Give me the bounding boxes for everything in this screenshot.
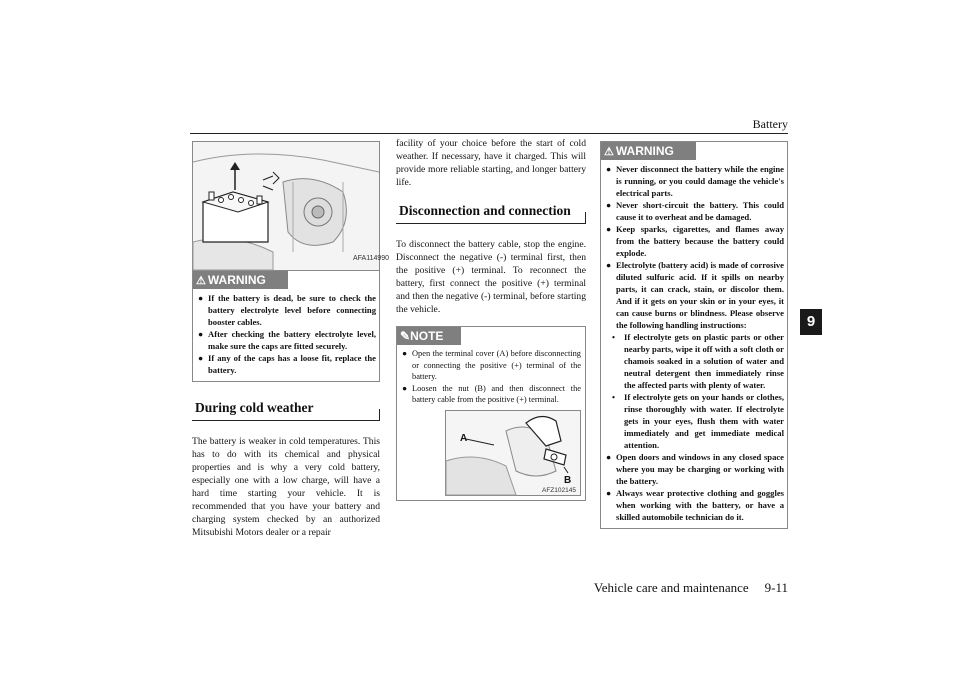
warning-item: ● After checking the battery electrolyte level, make sure the caps are fitted securely.: [198, 329, 376, 351]
warning-item: ● Open doors and windows in any closed space where you may be charging or working with the battery.: [606, 452, 784, 486]
warning-item: ● Never short-circuit the battery. This could cause it to overheat and be damaged.: [606, 200, 784, 222]
note-list: [397, 348, 585, 406]
warning-item: ● Always wear protective clothing and goggles when working with the battery, or have a skilled automobile technician do it.: [606, 488, 784, 522]
section-heading-disconnection: Disconnection and connection: [396, 203, 586, 224]
terminal-figure: [445, 410, 581, 496]
header-rule: [190, 133, 788, 134]
warning-item: ● Never disconnect the battery while the engine is running, or you could damage the vehicle's electrical parts.: [606, 164, 784, 198]
terminal-illustration: [446, 411, 580, 495]
warning-triangle-icon: ⚠: [196, 275, 206, 287]
column-2: [396, 137, 586, 501]
figure-label-b: B: [564, 474, 572, 486]
footer-page-number: 9-11: [764, 580, 788, 595]
disconnection-text: To disconnect the battery cable, stop the engine. Disconnect the negative (-) terminal first, then the positive (+) terminal. To reconnect the battery, first connect the positive (+) terminal and then the negative (-) terminal, before starting the vehicle.: [396, 239, 586, 315]
battery-figure: [192, 141, 390, 271]
note-item: ● Loosen the nut (B) and then disconnect the battery cable from the positive (+) terminal.: [402, 383, 581, 404]
note-item: ● Open the terminal cover (A) before disconnecting or connecting the positive (+) terminal of the battery.: [402, 349, 581, 381]
warning-item: ● If the battery is dead, be sure to check the battery electrolyte level before connecting booster cables.: [198, 293, 376, 327]
warning-list-1: [193, 292, 379, 376]
warning-item: ● Electrolyte (battery acid) is made of corrosive diluted sulfuric acid. If it spills on nearby parts, it can crack, stain, or discolor them. And if it gets on your skin or in your eyes, it can cause burns or blindness. Please observe the following handling instructions:: [606, 260, 784, 330]
figure-code: AFZ102145: [542, 486, 576, 494]
warning-list-2: [601, 163, 787, 523]
warning-label: ⚠ WARNING: [193, 271, 288, 289]
warning-triangle-icon: ⚠: [604, 146, 614, 158]
page-header-title: Battery: [752, 117, 788, 131]
figure-label-a: A: [460, 432, 468, 444]
figure-code: AFA114990: [353, 255, 390, 262]
column-1: [192, 141, 390, 539]
warning-box-2: [600, 141, 788, 529]
note-label: ✎NOTE: [397, 327, 461, 345]
warning-label: ⚠ WARNING: [601, 142, 696, 160]
footer-section: Vehicle care and maintenance: [593, 580, 749, 595]
chapter-tab: 9: [800, 309, 822, 335]
battery-illustration: [193, 142, 390, 270]
column-3: [600, 141, 788, 529]
warning-subitem: • If electrolyte gets on plastic parts or other nearby parts, wipe it off with a soft cloth or chamois soaked in a solution of water and neutral detergent then immediately rinse the affected parts with plenty of water.: [612, 332, 784, 390]
cold-weather-text: The battery is weaker in cold temperatures. This has to do with its chemical and physical properties and is why a very cold battery, especially one with a low charge, will have a hard time starting your vehicle. It is recommended that you have your battery and charging system checked by an authorized Mitsubishi Motors dealer or a repair: [192, 436, 380, 538]
warning-item: ● Keep sparks, cigarettes, and flames away from the battery because the battery could explode.: [606, 224, 784, 258]
warning-item: ● If any of the caps has a loose fit, replace the battery.: [198, 353, 376, 375]
section-heading-cold-weather: During cold weather: [192, 400, 380, 421]
warning-subitem: • If electrolyte gets on your hands or clothes, rinse thoroughly with water. If electrolyte gets in your eyes, flush them with water immediately and get immediate medical attention.: [612, 392, 784, 450]
note-icon: ✎: [400, 329, 411, 343]
note-box: [396, 326, 586, 501]
page-footer: [578, 580, 788, 596]
cold-weather-continued: facility of your choice before the start of cold weather. If necessary, have it charged. This will provide more reliable starting, and longer battery life.: [396, 138, 586, 188]
warning-box-1: [192, 271, 380, 382]
